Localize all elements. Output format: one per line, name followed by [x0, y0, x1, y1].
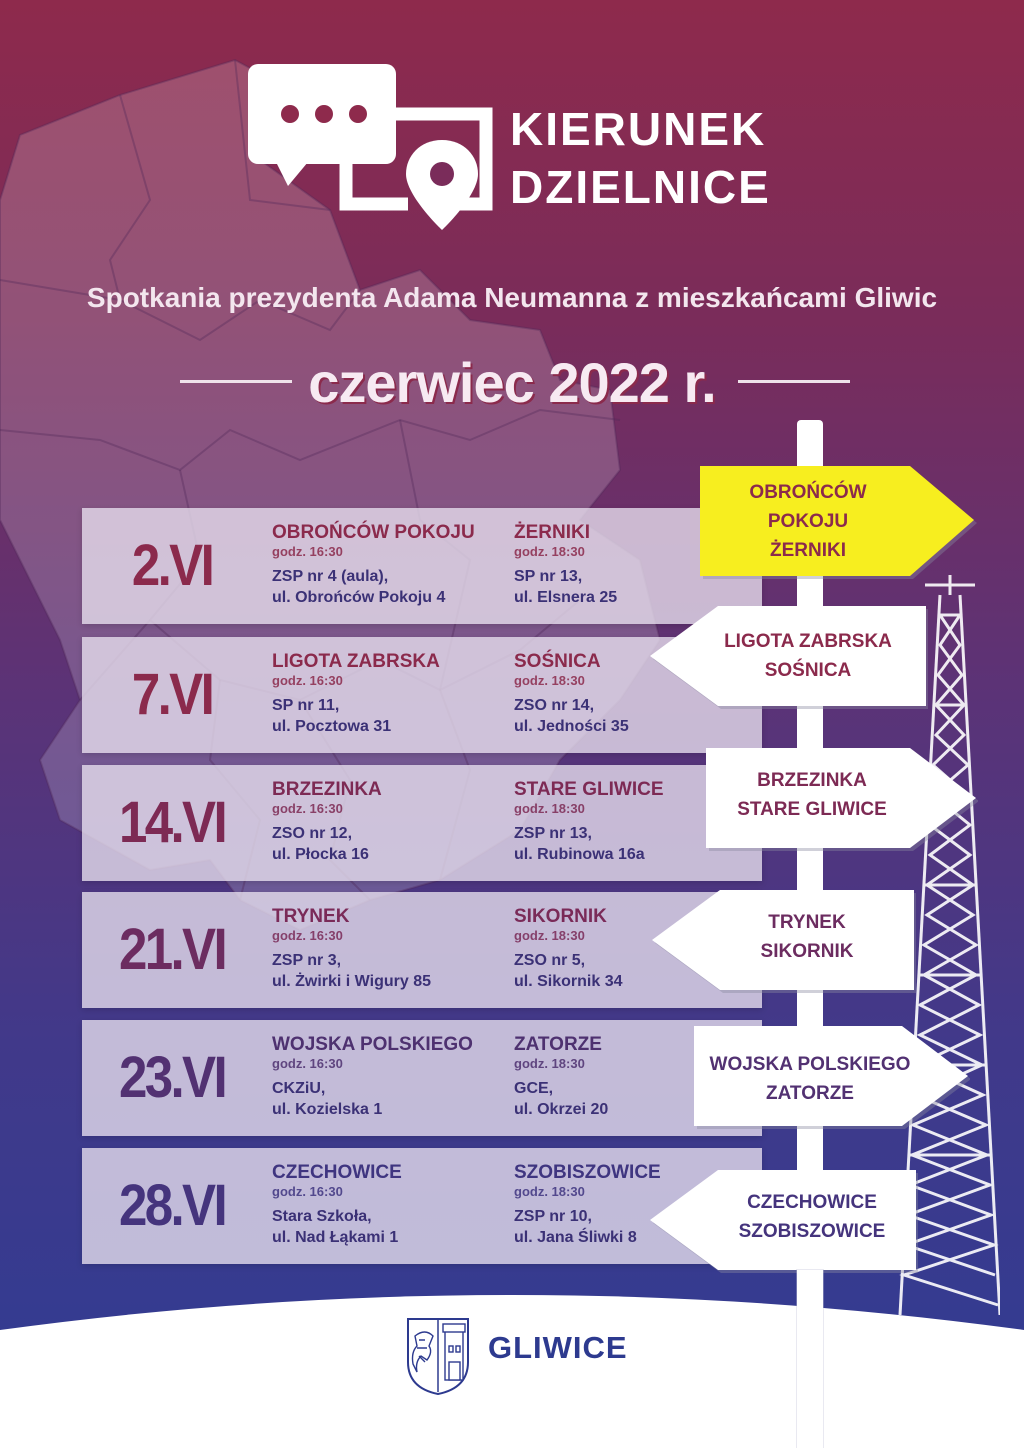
venue-line1: SP nr 13, — [514, 568, 583, 585]
meeting-venue — [272, 566, 512, 608]
sign-line: CZECHOWICE — [747, 1192, 877, 1213]
sign-line: ZATORZE — [766, 1083, 854, 1104]
district-name: BRZEZINKA — [272, 779, 382, 800]
meeting-row-5 — [82, 1020, 762, 1136]
meeting-time: godz. 18:30 — [514, 544, 585, 559]
venue-line1: ZSO nr 12, — [272, 825, 353, 842]
district-name: OBROŃCÓW POKOJU — [272, 522, 475, 543]
district-name: STARE GLIWICE — [514, 779, 664, 800]
sign-line: OBROŃCÓW — [749, 482, 867, 503]
signpost-pole-base — [797, 1270, 823, 1448]
venue-line1: ZSP nr 10, — [514, 1208, 592, 1225]
district-name: SZOBISZOWICE — [514, 1162, 661, 1183]
sign-line: LIGOTA ZABRSKA — [724, 631, 892, 652]
venue-line2: ul. Okrzei 20 — [514, 1101, 609, 1118]
footer-city-name: GLIWICE — [488, 1330, 628, 1365]
sign-text-5 — [700, 1050, 920, 1108]
district-name: CZECHOWICE — [272, 1162, 402, 1183]
subtitle: Spotkania prezydenta Adama Neumanna z mieszkańcami Gliwic — [86, 282, 938, 313]
sign-text-4 — [712, 908, 902, 966]
sign-line: WOJSKA POLSKIEGO — [709, 1054, 911, 1075]
venue-line1: CKZiU, — [272, 1080, 326, 1097]
meeting-date: 14.VI — [119, 790, 225, 855]
venue-line2: ul. Nad Łąkami 1 — [272, 1229, 399, 1246]
venue-line2: ul. Żwirki i Wigury 85 — [272, 973, 431, 990]
venue-line2: ul. Pocztowa 31 — [272, 718, 392, 735]
venue-line2: ul. Elsnera 25 — [514, 589, 618, 606]
venue-line1: Stara Szkoła, — [272, 1208, 372, 1225]
meeting-time: godz. 18:30 — [514, 1184, 585, 1199]
meeting-venue — [272, 1078, 512, 1120]
venue-line1: GCE, — [514, 1080, 554, 1097]
meeting-venue — [272, 1206, 512, 1248]
sign-line: SIKORNIK — [760, 941, 854, 962]
meeting-time: godz. 18:30 — [514, 928, 585, 943]
meeting-venue — [272, 823, 512, 865]
district-name: ZATORZE — [514, 1034, 602, 1055]
venue-line2: ul. Kozielska 1 — [272, 1101, 383, 1118]
month-heading: czerwiec 2022 r. — [308, 351, 716, 414]
venue-line1: ZSP nr 13, — [514, 825, 592, 842]
meeting-district-a — [272, 906, 512, 992]
venue-line2: ul. Jana Śliwki 8 — [514, 1229, 637, 1246]
venue-line1: ZSP nr 4 (aula), — [272, 568, 389, 585]
sign-line: TRYNEK — [768, 912, 846, 933]
meeting-time: godz. 16:30 — [272, 1184, 343, 1199]
speech-bubble-icon — [248, 64, 396, 186]
district-name: ŻERNIKI — [514, 522, 590, 543]
sign-text-6 — [712, 1188, 912, 1246]
location-pin-icon — [406, 140, 478, 230]
logo-title-line1: KIERUNEK — [510, 103, 767, 155]
meeting-date: 2.VI — [131, 533, 213, 598]
meeting-district-a — [272, 522, 512, 608]
venue-line1: SP nr 11, — [272, 697, 340, 714]
sign-text-1 — [708, 478, 908, 565]
sign-line: POKOJU — [767, 511, 849, 532]
district-name: SOŚNICA — [514, 651, 601, 672]
gliwice-coat-of-arms-icon — [405, 1316, 471, 1396]
meeting-time: godz. 16:30 — [272, 673, 343, 688]
meeting-time: godz. 16:30 — [272, 544, 343, 559]
sign-line: BRZEZINKA — [757, 770, 867, 791]
meeting-time: godz. 16:30 — [272, 928, 343, 943]
venue-line2: ul. Płocka 16 — [272, 846, 369, 863]
logo-title — [510, 100, 771, 216]
district-name: TRYNEK — [272, 906, 350, 927]
meeting-district-a — [272, 651, 512, 737]
meeting-row-3 — [82, 765, 762, 881]
meeting-venue — [272, 950, 512, 992]
district-name: WOJSKA POLSKIEGO — [272, 1034, 473, 1055]
logo-title-line2: DZIELNICE — [510, 161, 771, 213]
meeting-date: 28.VI — [119, 1173, 225, 1238]
venue-line2: ul. Rubinowa 16a — [514, 846, 645, 863]
sign-text-3 — [712, 766, 912, 824]
sign-line: SZOBISZOWICE — [738, 1221, 886, 1242]
meeting-date: 7.VI — [131, 662, 213, 727]
venue-line1: ZSO nr 14, — [514, 697, 595, 714]
sign-line: ŻERNIKI — [770, 540, 846, 561]
meeting-district-a — [272, 779, 512, 865]
venue-line2: ul. Sikornik 34 — [514, 973, 623, 990]
meeting-venue — [272, 695, 512, 737]
district-name: SIKORNIK — [514, 906, 607, 927]
meeting-date: 23.VI — [119, 1045, 225, 1110]
meeting-time: godz. 18:30 — [514, 1056, 585, 1071]
sign-line: SOŚNICA — [764, 660, 852, 681]
meeting-district-a — [272, 1034, 512, 1120]
venue-line1: ZSO nr 5, — [514, 952, 586, 969]
meeting-date: 21.VI — [119, 917, 225, 982]
meeting-time: godz. 18:30 — [514, 673, 585, 688]
venue-line2: ul. Obrońców Pokoju 4 — [272, 589, 446, 606]
meeting-time: godz. 18:30 — [514, 801, 585, 816]
meeting-time: godz. 16:30 — [272, 1056, 343, 1071]
sign-line: STARE GLIWICE — [737, 799, 887, 820]
sign-text-2 — [700, 627, 916, 685]
district-name: LIGOTA ZABRSKA — [272, 651, 440, 672]
venue-line1: ZSP nr 3, — [272, 952, 342, 969]
meeting-district-a — [272, 1162, 512, 1248]
meeting-time: godz. 16:30 — [272, 801, 343, 816]
venue-line2: ul. Jedności 35 — [514, 718, 629, 735]
